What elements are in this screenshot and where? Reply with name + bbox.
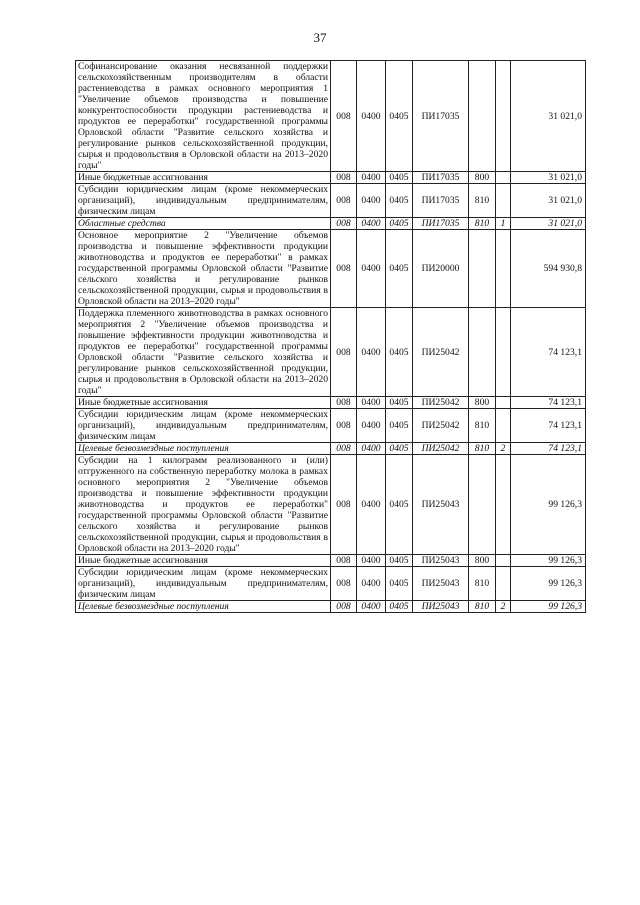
grbs-code-cell: 008 bbox=[331, 455, 357, 555]
table-row bbox=[76, 601, 586, 613]
funding-source-cell bbox=[496, 397, 511, 409]
target-article-cell: ПИ17035 bbox=[413, 61, 469, 172]
grbs-code-cell: 008 bbox=[331, 230, 357, 308]
target-article-cell: ПИ25042 bbox=[413, 443, 469, 455]
table-row bbox=[76, 184, 586, 218]
subsection-code-cell: 0405 bbox=[386, 555, 413, 567]
amount-cell: 594 930,8 bbox=[511, 230, 586, 308]
subsection-code-cell: 0405 bbox=[386, 443, 413, 455]
expense-name-cell: Областные средства bbox=[76, 218, 331, 230]
section-code-cell: 0400 bbox=[357, 61, 386, 172]
target-article-cell: ПИ17035 bbox=[413, 184, 469, 218]
table-row bbox=[76, 61, 586, 172]
budget-table bbox=[75, 60, 586, 613]
section-code-cell: 0400 bbox=[357, 230, 386, 308]
table-row bbox=[76, 218, 586, 230]
grbs-code-cell: 008 bbox=[331, 397, 357, 409]
amount-cell: 31 021,0 bbox=[511, 218, 586, 230]
section-code-cell: 0400 bbox=[357, 308, 386, 397]
grbs-code-cell: 008 bbox=[331, 409, 357, 443]
expense-type-cell bbox=[469, 455, 496, 555]
expense-name-cell: Иные бюджетные ассигнования bbox=[76, 555, 331, 567]
expense-name-cell: Субсидии на 1 килограмм реализованного и (или) отгруженного на собственную переработку молока в рамках основного мероприятия 2 "Увеличение объемов производства и повышение эффективности продукции животноводства и продуктов ее переработки" государственной программы Орловской области "Развитие сельского хозяйства и регулирование рынков сельскохозяйственной продукции, сырья и продовольствия в Орловской области на 2013–2020 годы" bbox=[76, 455, 331, 555]
section-code-cell: 0400 bbox=[357, 409, 386, 443]
expense-type-cell: 800 bbox=[469, 172, 496, 184]
target-article-cell: ПИ25043 bbox=[413, 601, 469, 613]
subsection-code-cell: 0405 bbox=[386, 172, 413, 184]
funding-source-cell: 2 bbox=[496, 601, 511, 613]
subsection-code-cell: 0405 bbox=[386, 61, 413, 172]
expense-type-cell: 800 bbox=[469, 397, 496, 409]
section-code-cell: 0400 bbox=[357, 397, 386, 409]
target-article-cell: ПИ25042 bbox=[413, 308, 469, 397]
amount-cell: 74 123,1 bbox=[511, 409, 586, 443]
funding-source-cell bbox=[496, 409, 511, 443]
subsection-code-cell: 0405 bbox=[386, 230, 413, 308]
table-row bbox=[76, 230, 586, 308]
expense-type-cell bbox=[469, 308, 496, 397]
section-code-cell: 0400 bbox=[357, 443, 386, 455]
target-article-cell: ПИ17035 bbox=[413, 218, 469, 230]
target-article-cell: ПИ25042 bbox=[413, 409, 469, 443]
amount-cell: 74 123,1 bbox=[511, 443, 586, 455]
table-row bbox=[76, 555, 586, 567]
expense-name-cell: Субсидии юридическим лицам (кроме некоммерческих организаций), индивидуальным предпринимателям, физическим лицам bbox=[76, 184, 331, 218]
expense-name-cell: Иные бюджетные ассигнования bbox=[76, 172, 331, 184]
amount-cell: 99 126,3 bbox=[511, 555, 586, 567]
funding-source-cell bbox=[496, 230, 511, 308]
funding-source-cell bbox=[496, 184, 511, 218]
subsection-code-cell: 0405 bbox=[386, 184, 413, 218]
amount-cell: 74 123,1 bbox=[511, 397, 586, 409]
expense-type-cell: 810 bbox=[469, 184, 496, 218]
grbs-code-cell: 008 bbox=[331, 601, 357, 613]
amount-cell: 31 021,0 bbox=[511, 172, 586, 184]
table-row bbox=[76, 455, 586, 555]
target-article-cell: ПИ25043 bbox=[413, 555, 469, 567]
subsection-code-cell: 0405 bbox=[386, 567, 413, 601]
expense-type-cell: 810 bbox=[469, 601, 496, 613]
amount-cell: 99 126,3 bbox=[511, 601, 586, 613]
expense-name-cell: Поддержка племенного животноводства в рамках основного мероприятия 2 "Увеличение объемов производства и повышение эффективности продукции животноводства и продуктов ее переработки" государственной программы Орловской области "Развитие сельского хозяйства и регулирование рынков сельскохозяйственной продукции, сырья и продовольствия в Орловской области на 2013–2020 годы" bbox=[76, 308, 331, 397]
funding-source-cell bbox=[496, 172, 511, 184]
subsection-code-cell: 0405 bbox=[386, 218, 413, 230]
target-article-cell: ПИ25043 bbox=[413, 567, 469, 601]
grbs-code-cell: 008 bbox=[331, 184, 357, 218]
expense-type-cell: 810 bbox=[469, 567, 496, 601]
section-code-cell: 0400 bbox=[357, 218, 386, 230]
amount-cell: 31 021,0 bbox=[511, 61, 586, 172]
section-code-cell: 0400 bbox=[357, 555, 386, 567]
expense-type-cell: 800 bbox=[469, 555, 496, 567]
expense-name-cell: Целевые безвозмездные поступления bbox=[76, 601, 331, 613]
grbs-code-cell: 008 bbox=[331, 308, 357, 397]
grbs-code-cell: 008 bbox=[331, 555, 357, 567]
funding-source-cell bbox=[496, 455, 511, 555]
funding-source-cell: 2 bbox=[496, 443, 511, 455]
target-article-cell: ПИ25042 bbox=[413, 397, 469, 409]
expense-name-cell: Иные бюджетные ассигнования bbox=[76, 397, 331, 409]
funding-source-cell bbox=[496, 567, 511, 601]
table-row bbox=[76, 409, 586, 443]
subsection-code-cell: 0405 bbox=[386, 455, 413, 555]
expense-type-cell: 810 bbox=[469, 218, 496, 230]
expense-type-cell bbox=[469, 230, 496, 308]
amount-cell: 74 123,1 bbox=[511, 308, 586, 397]
funding-source-cell bbox=[496, 308, 511, 397]
grbs-code-cell: 008 bbox=[331, 443, 357, 455]
grbs-code-cell: 008 bbox=[331, 567, 357, 601]
section-code-cell: 0400 bbox=[357, 172, 386, 184]
amount-cell: 99 126,3 bbox=[511, 567, 586, 601]
subsection-code-cell: 0405 bbox=[386, 308, 413, 397]
section-code-cell: 0400 bbox=[357, 455, 386, 555]
grbs-code-cell: 008 bbox=[331, 218, 357, 230]
target-article-cell: ПИ20000 bbox=[413, 230, 469, 308]
table-row bbox=[76, 172, 586, 184]
amount-cell: 99 126,3 bbox=[511, 455, 586, 555]
expense-name-cell: Целевые безвозмездные поступления bbox=[76, 443, 331, 455]
funding-source-cell bbox=[496, 61, 511, 172]
table-row bbox=[76, 308, 586, 397]
amount-cell: 31 021,0 bbox=[511, 184, 586, 218]
page-number: 37 bbox=[313, 30, 327, 45]
grbs-code-cell: 008 bbox=[331, 61, 357, 172]
expense-type-cell bbox=[469, 61, 496, 172]
subsection-code-cell: 0405 bbox=[386, 409, 413, 443]
funding-source-cell bbox=[496, 555, 511, 567]
expense-name-cell: Субсидии юридическим лицам (кроме некоммерческих организаций), индивидуальным предпринимателям, физическим лицам bbox=[76, 567, 331, 601]
table-row bbox=[76, 397, 586, 409]
table-row bbox=[76, 567, 586, 601]
target-article-cell: ПИ25043 bbox=[413, 455, 469, 555]
expense-name-cell: Основное мероприятие 2 "Увеличение объемов производства и повышение эффективности продукции животноводства и продуктов ее переработки" в рамках государственной программы Орловской области "Развитие сельского хозяйства и регулирование рынков сельскохозяйственной продукции, сырья и продовольствия в Орловской области на 2013–2020 годы" bbox=[76, 230, 331, 308]
expense-type-cell: 810 bbox=[469, 409, 496, 443]
expense-type-cell: 810 bbox=[469, 443, 496, 455]
expense-name-cell: Субсидии юридическим лицам (кроме некоммерческих организаций), индивидуальным предпринимателям, физическим лицам bbox=[76, 409, 331, 443]
section-code-cell: 0400 bbox=[357, 184, 386, 218]
subsection-code-cell: 0405 bbox=[386, 397, 413, 409]
subsection-code-cell: 0405 bbox=[386, 601, 413, 613]
budget-table-body bbox=[76, 61, 586, 613]
funding-source-cell: 1 bbox=[496, 218, 511, 230]
section-code-cell: 0400 bbox=[357, 601, 386, 613]
table-row bbox=[76, 443, 586, 455]
grbs-code-cell: 008 bbox=[331, 172, 357, 184]
section-code-cell: 0400 bbox=[357, 567, 386, 601]
target-article-cell: ПИ17035 bbox=[413, 172, 469, 184]
expense-name-cell: Софинансирование оказания несвязанной поддержки сельскохозяйственным производителям в области растениеводства в рамках основного мероприятия 1 "Увеличение объемов производства и повышение конкурентоспособности продукции растениеводства и продуктов ее переработки" государственной программы Орловской области "Развитие сельского хозяйства и регулирование рынков сельскохозяйственной продукции, сырья и продовольствия в Орловской области на 2013–2020 годы" bbox=[76, 61, 331, 172]
